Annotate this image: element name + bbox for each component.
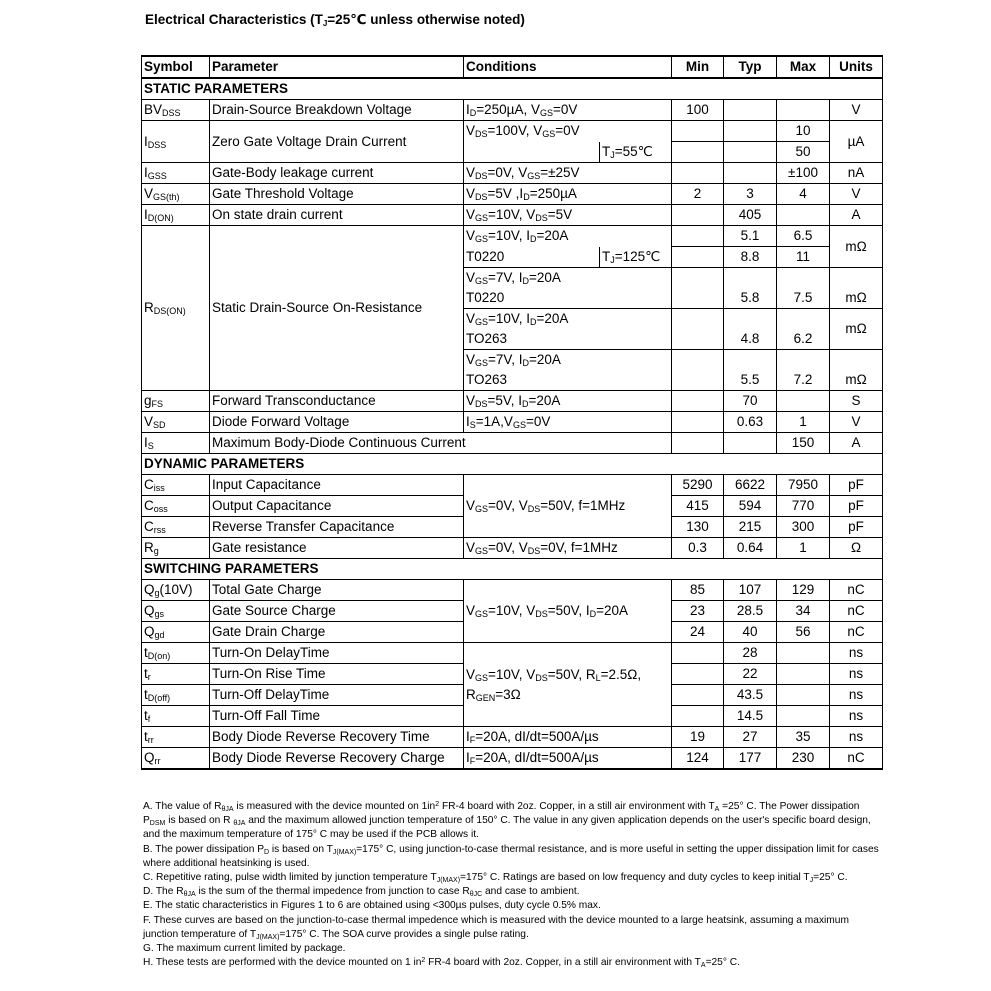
conditions-cell: $V_{DS}=5V$ $,I_D=250\mu A$ bbox=[464, 184, 672, 205]
typ-cell: 70 bbox=[724, 391, 777, 412]
min-cell: 85 bbox=[672, 580, 724, 601]
min-cell: 5290 bbox=[672, 475, 724, 496]
table-row bbox=[142, 538, 883, 559]
typ-cell: 594 bbox=[724, 496, 777, 517]
table-row bbox=[142, 475, 883, 496]
symbol-cell: $V_{SD}$ bbox=[142, 412, 210, 433]
symbol-cell: $I_{DSS}$ bbox=[142, 121, 210, 163]
table-row bbox=[142, 748, 883, 770]
table-row bbox=[142, 643, 883, 664]
footnote-a: A. The value of $R_{\theta JA}$ is measured with the device mounted on $1in^2$ FR-4 board with 2oz. Copper, in a still air environment with $T_A =25^\circ$ C. The Power dissipation $P_{DSM}$ is based on R $_{\theta JA}$ and the maximum allowed junction temperature of 150° C. The value in any given application depends on the user's specific board design, and the maximum temperature of 175° C may be used if the PCB allows it. bbox=[143, 801, 871, 841]
table-row bbox=[142, 121, 883, 142]
footnote-f: F. These curves are based on the junction-to-case thermal impedence which is measured with the device mounted to a large heatsink, assuming a maximum junction temperature of $T_{J(MAX)}=175^\circ$ C. The SOA curve provides a single pulse rating. bbox=[143, 914, 849, 941]
unit-cell: nC bbox=[830, 622, 883, 643]
symbol-cell: $t_{rr}$ bbox=[142, 727, 210, 748]
unit-cell: nC bbox=[830, 580, 883, 601]
unit-cell: mΩ bbox=[830, 268, 883, 309]
symbol-cell: $BV_{DSS}$ bbox=[142, 100, 210, 121]
max-cell: 1 bbox=[777, 538, 830, 559]
parameter-cell: Turn-On Rise Time bbox=[210, 664, 464, 685]
conditions-cell: $I_S=1A,V_{GS}=0V$ bbox=[464, 412, 672, 433]
parameter-cell: On state drain current bbox=[210, 205, 464, 226]
typ-cell: 107 bbox=[724, 580, 777, 601]
max-cell: 300 bbox=[777, 517, 830, 538]
symbol-cell: $t_{D(off)}$ bbox=[142, 685, 210, 706]
table-row bbox=[142, 184, 883, 205]
parameter-cell: Total Gate Charge bbox=[210, 580, 464, 601]
symbol-cell: $C_{iss}$ bbox=[142, 475, 210, 496]
symbol-cell: $I_{D(ON)}$ bbox=[142, 205, 210, 226]
max-cell: 7950 bbox=[777, 475, 830, 496]
conditions-cell: $V_{GS}=10V$, $V_{DS}=5V$ bbox=[464, 205, 672, 226]
unit-cell: S bbox=[830, 391, 883, 412]
max-cell bbox=[777, 100, 830, 121]
table-row bbox=[142, 391, 883, 412]
unit-cell: Ω bbox=[830, 538, 883, 559]
typ-cell: 5.5 bbox=[724, 350, 777, 391]
parameter-cell: Static Drain-Source On-Resistance bbox=[210, 226, 464, 391]
table-row bbox=[142, 100, 883, 121]
parameter-cell: Gate Drain Charge bbox=[210, 622, 464, 643]
symbol-cell: $g_{FS}$ bbox=[142, 391, 210, 412]
conditions-cell: $V_{DS}=0V$, $V_{GS}=\pm 25V$ bbox=[464, 163, 672, 184]
max-cell: 11 bbox=[777, 247, 830, 268]
parameter-cell: Input Capacitance bbox=[210, 475, 464, 496]
parameter-cell: Gate resistance bbox=[210, 538, 464, 559]
header-max: Max bbox=[777, 56, 830, 78]
unit-cell: A bbox=[830, 433, 883, 454]
table-row bbox=[142, 433, 883, 454]
parameter-cell: Turn-On DelayTime bbox=[210, 643, 464, 664]
typ-cell: 28.5 bbox=[724, 601, 777, 622]
typ-cell: 43.5 bbox=[724, 685, 777, 706]
section-dynamic: DYNAMIC PARAMETERS bbox=[142, 454, 883, 475]
symbol-cell: $C_{oss}$ bbox=[142, 496, 210, 517]
symbol-cell: $t_{D(on)}$ bbox=[142, 643, 210, 664]
package-label: T0220 bbox=[464, 247, 600, 268]
unit-cell: ns bbox=[830, 706, 883, 727]
section-switching: SWITCHING PARAMETERS bbox=[142, 559, 883, 580]
max-cell: 230 bbox=[777, 748, 830, 770]
typ-cell: 215 bbox=[724, 517, 777, 538]
symbol-cell: $I_{GSS}$ bbox=[142, 163, 210, 184]
symbol-cell: $I_S$ bbox=[142, 433, 210, 454]
conditions-cell: $V_{GS}=10V$, $I_D=20A$ TO263 bbox=[464, 309, 672, 350]
header-parameter: Parameter bbox=[210, 56, 464, 78]
min-cell: 23 bbox=[672, 601, 724, 622]
parameter-cell: Zero Gate Voltage Drain Current bbox=[210, 121, 464, 163]
max-cell: 150 bbox=[777, 433, 830, 454]
parameter-cell: Maximum Body-Diode Continuous Current bbox=[210, 433, 672, 454]
typ-cell: 6622 bbox=[724, 475, 777, 496]
min-cell: 415 bbox=[672, 496, 724, 517]
unit-cell: V bbox=[830, 184, 883, 205]
unit-cell: mΩ bbox=[830, 350, 883, 391]
parameter-cell: Body Diode Reverse Recovery Time bbox=[210, 727, 464, 748]
conditions-cell: $V_{GS}=7V$, $I_D=20A$ TO263 bbox=[464, 350, 672, 391]
parameter-cell: Gate-Body leakage current bbox=[210, 163, 464, 184]
table-row bbox=[142, 727, 883, 748]
header-conditions: Conditions bbox=[464, 56, 672, 78]
conditions-cell: $V_{GS}=10V$, $V_{DS}=50V$, $I_D=20A$ bbox=[464, 580, 672, 643]
footnote-d: D. The $R_{\theta JA}$ is the sum of the thermal impedence from junction to case $R_{\theta JC}$ and case to ambient. bbox=[143, 886, 580, 899]
unit-cell: pF bbox=[830, 517, 883, 538]
header-symbol: Symbol bbox=[142, 56, 210, 78]
parameter-cell: Reverse Transfer Capacitance bbox=[210, 517, 464, 538]
symbol-cell: $t_r$ bbox=[142, 664, 210, 685]
header-typ: Typ bbox=[724, 56, 777, 78]
max-cell: 6.5 bbox=[777, 226, 830, 247]
temperature-condition: $T_J=55℃$ bbox=[600, 142, 672, 163]
min-cell: 24 bbox=[672, 622, 724, 643]
max-cell: ±100 bbox=[777, 163, 830, 184]
max-cell: 35 bbox=[777, 727, 830, 748]
table-row bbox=[142, 163, 883, 184]
typ-cell: 0.63 bbox=[724, 412, 777, 433]
conditions-cell: $I_F=20A$, dI/dt=500A/µs bbox=[464, 727, 672, 748]
typ-cell: 27 bbox=[724, 727, 777, 748]
unit-cell: V bbox=[830, 412, 883, 433]
max-cell: 7.5 bbox=[777, 268, 830, 309]
parameter-cell: Turn-Off DelayTime bbox=[210, 685, 464, 706]
symbol-cell: $Q_{rr}$ bbox=[142, 748, 210, 770]
footnote-e: E. The static characteristics in Figures 1 to 6 are obtained using <300µs pulses, duty cycle 0.5% max. bbox=[143, 900, 601, 912]
max-cell: 50 bbox=[777, 142, 830, 163]
max-cell: 6.2 bbox=[777, 309, 830, 350]
symbol-cell: $Q_{gs}$ bbox=[142, 601, 210, 622]
unit-cell: ns bbox=[830, 685, 883, 706]
max-cell: 129 bbox=[777, 580, 830, 601]
footnote-h: H. These tests are performed with the device mounted on 1 $in^2$ FR-4 board with 2oz. Copper, in a still air environment with $T_A=25^\circ$ C. bbox=[143, 957, 740, 970]
typ-cell: 40 bbox=[724, 622, 777, 643]
unit-cell: ns bbox=[830, 664, 883, 685]
typ-cell: 14.5 bbox=[724, 706, 777, 727]
symbol-cell: $t_f$ bbox=[142, 706, 210, 727]
unit-cell: µA bbox=[830, 121, 883, 163]
min-cell: 124 bbox=[672, 748, 724, 770]
unit-cell: ns bbox=[830, 643, 883, 664]
unit-cell: A bbox=[830, 205, 883, 226]
unit-cell: nC bbox=[830, 748, 883, 770]
footnotes bbox=[143, 800, 883, 970]
page-title: Electrical Characteristics ($T_J=25℃$ unless otherwise noted) bbox=[145, 12, 525, 28]
max-cell: 770 bbox=[777, 496, 830, 517]
typ-cell bbox=[724, 100, 777, 121]
conditions-cell: $V_{GS}=10V$, $I_D=20A$ bbox=[464, 226, 672, 247]
max-cell: 7.2 bbox=[777, 350, 830, 391]
conditions-cell: $V_{DS}=100V$, $V_{GS}=0V$ bbox=[464, 121, 672, 142]
unit-cell: mΩ bbox=[830, 226, 883, 268]
symbol-cell: $V_{GS(th)}$ bbox=[142, 184, 210, 205]
unit-cell: pF bbox=[830, 475, 883, 496]
parameter-cell: Turn-Off Fall Time bbox=[210, 706, 464, 727]
electrical-characteristics-table bbox=[141, 55, 883, 770]
typ-cell: 28 bbox=[724, 643, 777, 664]
table-header-row bbox=[142, 56, 883, 78]
max-cell: 4 bbox=[777, 184, 830, 205]
symbol-cell: $Q_{gd}$ bbox=[142, 622, 210, 643]
min-cell: 19 bbox=[672, 727, 724, 748]
symbol-cell: $C_{rss}$ bbox=[142, 517, 210, 538]
footnote-c: C. Repetitive rating, pulse width limited by junction temperature $T_{J(MAX)}=175^\circ$ C. Ratings are based on low frequency and duty cycles to keep initial $T_J=25^\circ$ C. bbox=[143, 872, 848, 885]
typ-cell: 177 bbox=[724, 748, 777, 770]
table-row bbox=[142, 580, 883, 601]
unit-cell: nA bbox=[830, 163, 883, 184]
typ-cell: 4.8 bbox=[724, 309, 777, 350]
max-cell: 56 bbox=[777, 622, 830, 643]
conditions-cell: $V_{GS}=10V$, $V_{DS}=50V$, $R_L=2.5\Omega$, $R_{GEN}=3\Omega$ bbox=[464, 643, 672, 727]
max-cell: 10 bbox=[777, 121, 830, 142]
min-cell: 0.3 bbox=[672, 538, 724, 559]
temperature-condition: $T_J=125℃$ bbox=[600, 247, 672, 268]
table-row bbox=[142, 205, 883, 226]
parameter-cell: Drain-Source Breakdown Voltage bbox=[210, 100, 464, 121]
min-cell: 2 bbox=[672, 184, 724, 205]
typ-cell: 22 bbox=[724, 664, 777, 685]
typ-cell: 5.8 bbox=[724, 268, 777, 309]
symbol-cell: $Q_g(10V)$ bbox=[142, 580, 210, 601]
unit-cell: V bbox=[830, 100, 883, 121]
parameter-cell: Forward Transconductance bbox=[210, 391, 464, 412]
typ-cell: 3 bbox=[724, 184, 777, 205]
typ-cell: 5.1 bbox=[724, 226, 777, 247]
max-cell: 1 bbox=[777, 412, 830, 433]
unit-cell: mΩ bbox=[830, 309, 883, 350]
min-cell: 100 bbox=[672, 100, 724, 121]
parameter-cell: Gate Threshold Voltage bbox=[210, 184, 464, 205]
max-cell: 34 bbox=[777, 601, 830, 622]
symbol-cell: $R_{DS(ON)}$ bbox=[142, 226, 210, 391]
parameter-cell: Body Diode Reverse Recovery Charge bbox=[210, 748, 464, 770]
parameter-cell: Output Capacitance bbox=[210, 496, 464, 517]
conditions-cell: $V_{GS}=0V$, $V_{DS}=50V$, f=1MHz bbox=[464, 475, 672, 538]
unit-cell: pF bbox=[830, 496, 883, 517]
parameter-cell: Gate Source Charge bbox=[210, 601, 464, 622]
table-row bbox=[142, 412, 883, 433]
min-cell: 130 bbox=[672, 517, 724, 538]
header-min: Min bbox=[672, 56, 724, 78]
table-row bbox=[142, 226, 883, 247]
typ-cell: 405 bbox=[724, 205, 777, 226]
unit-cell: nC bbox=[830, 601, 883, 622]
section-static: STATIC PARAMETERS bbox=[142, 78, 883, 100]
conditions-cell: $V_{GS}=7V$, $I_D=20A$ T0220 bbox=[464, 268, 672, 309]
symbol-cell: $R_g$ bbox=[142, 538, 210, 559]
typ-cell: 0.64 bbox=[724, 538, 777, 559]
footnote-g: G. The maximum current limited by package. bbox=[143, 943, 346, 955]
unit-cell: ns bbox=[830, 727, 883, 748]
conditions-cell: $I_F=20A$, dI/dt=500A/µs bbox=[464, 748, 672, 770]
footnote-b: B. The power dissipation $P_D$ is based on $T_{J(MAX)}=175^\circ$ C, using junction-to-case thermal resistance, and is more useful in setting the upper dissipation limit for cases where additional heatsinking is used. bbox=[143, 843, 879, 869]
conditions-cell: $V_{DS}=5V$, $I_D=20A$ bbox=[464, 391, 672, 412]
header-units: Units bbox=[830, 56, 883, 78]
conditions-cell: $I_D=250\mu A$, $V_{GS}=0V$ bbox=[464, 100, 672, 121]
parameter-cell: Diode Forward Voltage bbox=[210, 412, 464, 433]
typ-cell: 8.8 bbox=[724, 247, 777, 268]
conditions-cell: $V_{GS}=0V$, $V_{DS}=0V$, f=1MHz bbox=[464, 538, 672, 559]
